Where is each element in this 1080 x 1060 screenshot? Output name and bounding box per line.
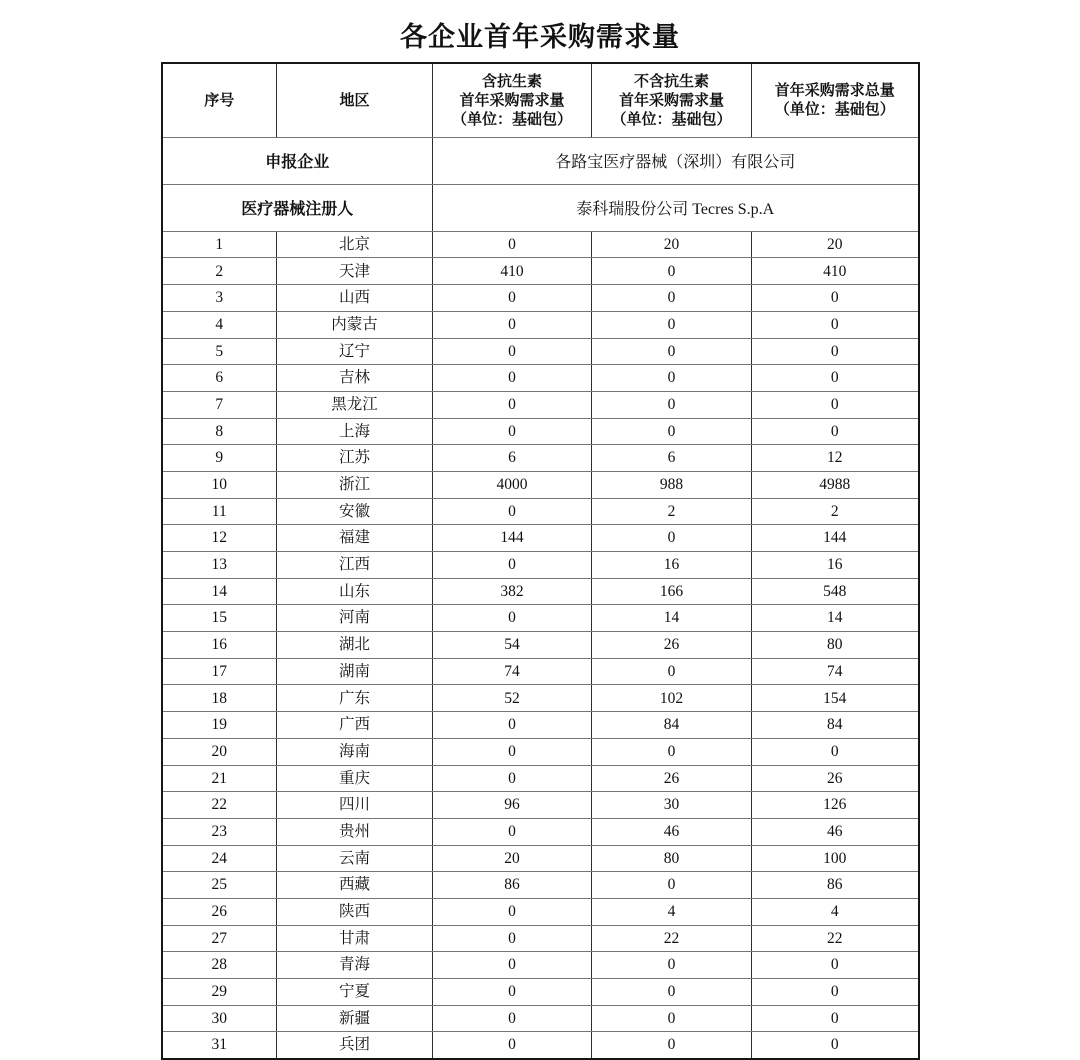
region-cell: 西藏 <box>277 872 433 899</box>
total-cell: 12 <box>752 445 919 472</box>
table-row <box>162 872 919 899</box>
region-cell: 河南 <box>277 605 433 632</box>
with-antibiotic-cell: 0 <box>433 738 592 765</box>
without-antibiotic-cell: 4 <box>592 898 752 925</box>
without-antibiotic-cell: 26 <box>592 632 752 659</box>
table-row <box>162 898 919 925</box>
total-cell: 2 <box>752 498 919 525</box>
with-antibiotic-cell: 0 <box>433 1005 592 1032</box>
seq-cell: 3 <box>162 285 277 312</box>
with-antibiotic-cell: 0 <box>433 605 592 632</box>
header-line: 首年采购需求量 <box>459 91 565 109</box>
without-antibiotic-cell: 84 <box>592 712 752 739</box>
with-antibiotic-cell: 0 <box>433 898 592 925</box>
without-antibiotic-cell: 0 <box>592 285 752 312</box>
table-row <box>162 525 919 552</box>
seq-cell: 30 <box>162 1005 277 1032</box>
region-cell: 湖北 <box>277 632 433 659</box>
total-cell: 154 <box>752 685 919 712</box>
declaring-company-label: 申报企业 <box>162 137 433 184</box>
seq-cell: 26 <box>162 898 277 925</box>
total-cell: 0 <box>752 738 919 765</box>
header-line: 不含抗生素 <box>633 72 709 90</box>
without-antibiotic-cell: 0 <box>592 872 752 899</box>
table-row <box>162 258 919 285</box>
table-row <box>162 792 919 819</box>
with-antibiotic-cell: 0 <box>433 765 592 792</box>
with-antibiotic-cell: 0 <box>433 979 592 1006</box>
without-antibiotic-cell: 2 <box>592 498 752 525</box>
without-antibiotic-cell: 20 <box>592 231 752 258</box>
region-cell: 四川 <box>277 792 433 819</box>
total-cell: 0 <box>752 391 919 418</box>
with-antibiotic-cell: 0 <box>433 712 592 739</box>
region-cell: 福建 <box>277 525 433 552</box>
table-row <box>162 1005 919 1032</box>
table-row <box>162 738 919 765</box>
total-cell: 20 <box>752 231 919 258</box>
region-cell: 云南 <box>277 845 433 872</box>
seq-cell: 4 <box>162 311 277 338</box>
page-title: 各企业首年采购需求量 <box>400 22 680 52</box>
total-cell: 4 <box>752 898 919 925</box>
without-antibiotic-cell: 14 <box>592 605 752 632</box>
with-antibiotic-cell: 0 <box>433 418 592 445</box>
total-cell: 16 <box>752 552 919 579</box>
total-cell: 26 <box>752 765 919 792</box>
region-cell: 北京 <box>277 231 433 258</box>
total-cell: 0 <box>752 1005 919 1032</box>
without-antibiotic-cell: 80 <box>592 845 752 872</box>
total-cell: 0 <box>752 979 919 1006</box>
device-registrant-row <box>162 184 919 231</box>
without-antibiotic-cell: 26 <box>592 765 752 792</box>
total-cell: 22 <box>752 925 919 952</box>
with-antibiotic-cell: 54 <box>433 632 592 659</box>
total-cell: 80 <box>752 632 919 659</box>
region-cell: 辽宁 <box>277 338 433 365</box>
seq-cell: 29 <box>162 979 277 1006</box>
total-cell: 0 <box>752 365 919 392</box>
table-row <box>162 498 919 525</box>
with-antibiotic-cell: 0 <box>433 391 592 418</box>
seq-cell: 22 <box>162 792 277 819</box>
seq-cell: 9 <box>162 445 277 472</box>
table-row <box>162 712 919 739</box>
without-antibiotic-cell: 0 <box>592 525 752 552</box>
without-antibiotic-cell: 22 <box>592 925 752 952</box>
without-antibiotic-cell: 0 <box>592 979 752 1006</box>
table-header <box>162 63 919 138</box>
region-cell: 山东 <box>277 578 433 605</box>
table-row <box>162 445 919 472</box>
region-cell: 青海 <box>277 952 433 979</box>
table-row <box>162 311 919 338</box>
without-antibiotic-cell: 0 <box>592 338 752 365</box>
without-antibiotic-cell: 0 <box>592 738 752 765</box>
seq-cell: 21 <box>162 765 277 792</box>
table-row <box>162 632 919 659</box>
table-row <box>162 685 919 712</box>
region-cell: 吉林 <box>277 365 433 392</box>
seq-cell: 6 <box>162 365 277 392</box>
seq-cell: 13 <box>162 552 277 579</box>
seq-cell: 17 <box>162 658 277 685</box>
table-row <box>162 845 919 872</box>
with-antibiotic-cell: 20 <box>433 845 592 872</box>
without-antibiotic-cell: 166 <box>592 578 752 605</box>
with-antibiotic-cell: 382 <box>433 578 592 605</box>
total-cell: 0 <box>752 311 919 338</box>
with-antibiotic-cell: 0 <box>433 925 592 952</box>
seq-cell: 12 <box>162 525 277 552</box>
seq-cell: 16 <box>162 632 277 659</box>
header-line: （单位：基础包） <box>611 110 732 128</box>
total-cell: 0 <box>752 418 919 445</box>
without-antibiotic-cell: 0 <box>592 311 752 338</box>
without-antibiotic-cell: 16 <box>592 552 752 579</box>
with-antibiotic-cell: 0 <box>433 285 592 312</box>
with-antibiotic-cell: 86 <box>433 872 592 899</box>
table-row <box>162 285 919 312</box>
without-antibiotic-cell: 30 <box>592 792 752 819</box>
total-cell: 4988 <box>752 471 919 498</box>
without-antibiotic-cell: 0 <box>592 1005 752 1032</box>
table-row <box>162 418 919 445</box>
total-cell: 84 <box>752 712 919 739</box>
without-antibiotic-cell: 0 <box>592 1032 752 1059</box>
without-antibiotic-cell: 46 <box>592 818 752 845</box>
with-antibiotic-cell: 96 <box>433 792 592 819</box>
total-cell: 548 <box>752 578 919 605</box>
seq-cell: 25 <box>162 872 277 899</box>
region-cell: 江西 <box>277 552 433 579</box>
seq-cell: 18 <box>162 685 277 712</box>
without-antibiotic-cell: 102 <box>592 685 752 712</box>
table-row <box>162 925 919 952</box>
region-cell: 内蒙古 <box>277 311 433 338</box>
region-cell: 海南 <box>277 738 433 765</box>
seq-cell: 27 <box>162 925 277 952</box>
region-cell: 湖南 <box>277 658 433 685</box>
region-cell: 陕西 <box>277 898 433 925</box>
region-cell: 兵团 <box>277 1032 433 1059</box>
total-cell: 126 <box>752 792 919 819</box>
total-cell: 144 <box>752 525 919 552</box>
with-antibiotic-cell: 0 <box>433 311 592 338</box>
header-line: 首年采购需求总量 <box>774 82 895 100</box>
total-cell: 410 <box>752 258 919 285</box>
header-without-antibiotic <box>592 63 752 138</box>
seq-cell: 28 <box>162 952 277 979</box>
seq-cell: 19 <box>162 712 277 739</box>
without-antibiotic-cell: 0 <box>592 952 752 979</box>
device-registrant-label: 医疗器械注册人 <box>162 184 433 231</box>
declaring-company-value: 各路宝医疗器械（深圳）有限公司 <box>433 137 919 184</box>
table-row <box>162 765 919 792</box>
table-row <box>162 952 919 979</box>
seq-cell: 7 <box>162 391 277 418</box>
region-cell: 宁夏 <box>277 979 433 1006</box>
region-cell: 广西 <box>277 712 433 739</box>
header-total <box>752 63 919 138</box>
without-antibiotic-cell: 0 <box>592 258 752 285</box>
without-antibiotic-cell: 0 <box>592 365 752 392</box>
total-cell: 46 <box>752 818 919 845</box>
table-row <box>162 818 919 845</box>
total-cell: 0 <box>752 285 919 312</box>
procurement-demand-table <box>161 62 920 1060</box>
seq-cell: 2 <box>162 258 277 285</box>
device-registrant-value: 泰科瑞股份公司 Tecres S.p.A <box>433 184 919 231</box>
without-antibiotic-cell: 0 <box>592 418 752 445</box>
header-row <box>162 63 919 138</box>
region-cell: 新疆 <box>277 1005 433 1032</box>
total-cell: 0 <box>752 1032 919 1059</box>
region-cell: 天津 <box>277 258 433 285</box>
with-antibiotic-cell: 74 <box>433 658 592 685</box>
header-line: 含抗生素 <box>481 72 542 90</box>
data-section <box>162 231 919 1059</box>
total-cell: 0 <box>752 952 919 979</box>
with-antibiotic-cell: 0 <box>433 231 592 258</box>
table-row <box>162 471 919 498</box>
table-row <box>162 338 919 365</box>
header-line: （单位：基础包） <box>774 101 895 119</box>
total-cell: 86 <box>752 872 919 899</box>
with-antibiotic-cell: 0 <box>433 952 592 979</box>
seq-cell: 14 <box>162 578 277 605</box>
without-antibiotic-cell: 988 <box>592 471 752 498</box>
region-cell: 重庆 <box>277 765 433 792</box>
seq-cell: 20 <box>162 738 277 765</box>
with-antibiotic-cell: 410 <box>433 258 592 285</box>
seq-cell: 31 <box>162 1032 277 1059</box>
seq-cell: 5 <box>162 338 277 365</box>
region-cell: 黑龙江 <box>277 391 433 418</box>
seq-cell: 10 <box>162 471 277 498</box>
table-row <box>162 979 919 1006</box>
seq-cell: 23 <box>162 818 277 845</box>
without-antibiotic-cell: 6 <box>592 445 752 472</box>
with-antibiotic-cell: 6 <box>433 445 592 472</box>
with-antibiotic-cell: 0 <box>433 1032 592 1059</box>
table-row <box>162 1032 919 1059</box>
table-row <box>162 578 919 605</box>
with-antibiotic-cell: 0 <box>433 498 592 525</box>
total-cell: 14 <box>752 605 919 632</box>
declaring-company-row <box>162 137 919 184</box>
header-line: 首年采购需求量 <box>618 91 724 109</box>
header-region: 地区 <box>277 63 433 138</box>
table-row <box>162 552 919 579</box>
seq-cell: 11 <box>162 498 277 525</box>
region-cell: 山西 <box>277 285 433 312</box>
with-antibiotic-cell: 0 <box>433 818 592 845</box>
table-row <box>162 658 919 685</box>
table-row <box>162 231 919 258</box>
region-cell: 贵州 <box>277 818 433 845</box>
with-antibiotic-cell: 144 <box>433 525 592 552</box>
table-row <box>162 365 919 392</box>
region-cell: 甘肃 <box>277 925 433 952</box>
region-cell: 浙江 <box>277 471 433 498</box>
table-row <box>162 605 919 632</box>
with-antibiotic-cell: 0 <box>433 365 592 392</box>
seq-cell: 15 <box>162 605 277 632</box>
region-cell: 安徽 <box>277 498 433 525</box>
total-cell: 74 <box>752 658 919 685</box>
seq-cell: 8 <box>162 418 277 445</box>
region-cell: 上海 <box>277 418 433 445</box>
info-section <box>162 137 919 231</box>
without-antibiotic-cell: 0 <box>592 658 752 685</box>
region-cell: 江苏 <box>277 445 433 472</box>
header-with-antibiotic <box>433 63 592 138</box>
header-line: （单位：基础包） <box>451 110 572 128</box>
region-cell: 广东 <box>277 685 433 712</box>
with-antibiotic-cell: 52 <box>433 685 592 712</box>
with-antibiotic-cell: 0 <box>433 338 592 365</box>
seq-cell: 1 <box>162 231 277 258</box>
with-antibiotic-cell: 0 <box>433 552 592 579</box>
total-cell: 0 <box>752 338 919 365</box>
seq-cell: 24 <box>162 845 277 872</box>
header-seq: 序号 <box>162 63 277 138</box>
total-cell: 100 <box>752 845 919 872</box>
without-antibiotic-cell: 0 <box>592 391 752 418</box>
table-row <box>162 391 919 418</box>
with-antibiotic-cell: 4000 <box>433 471 592 498</box>
